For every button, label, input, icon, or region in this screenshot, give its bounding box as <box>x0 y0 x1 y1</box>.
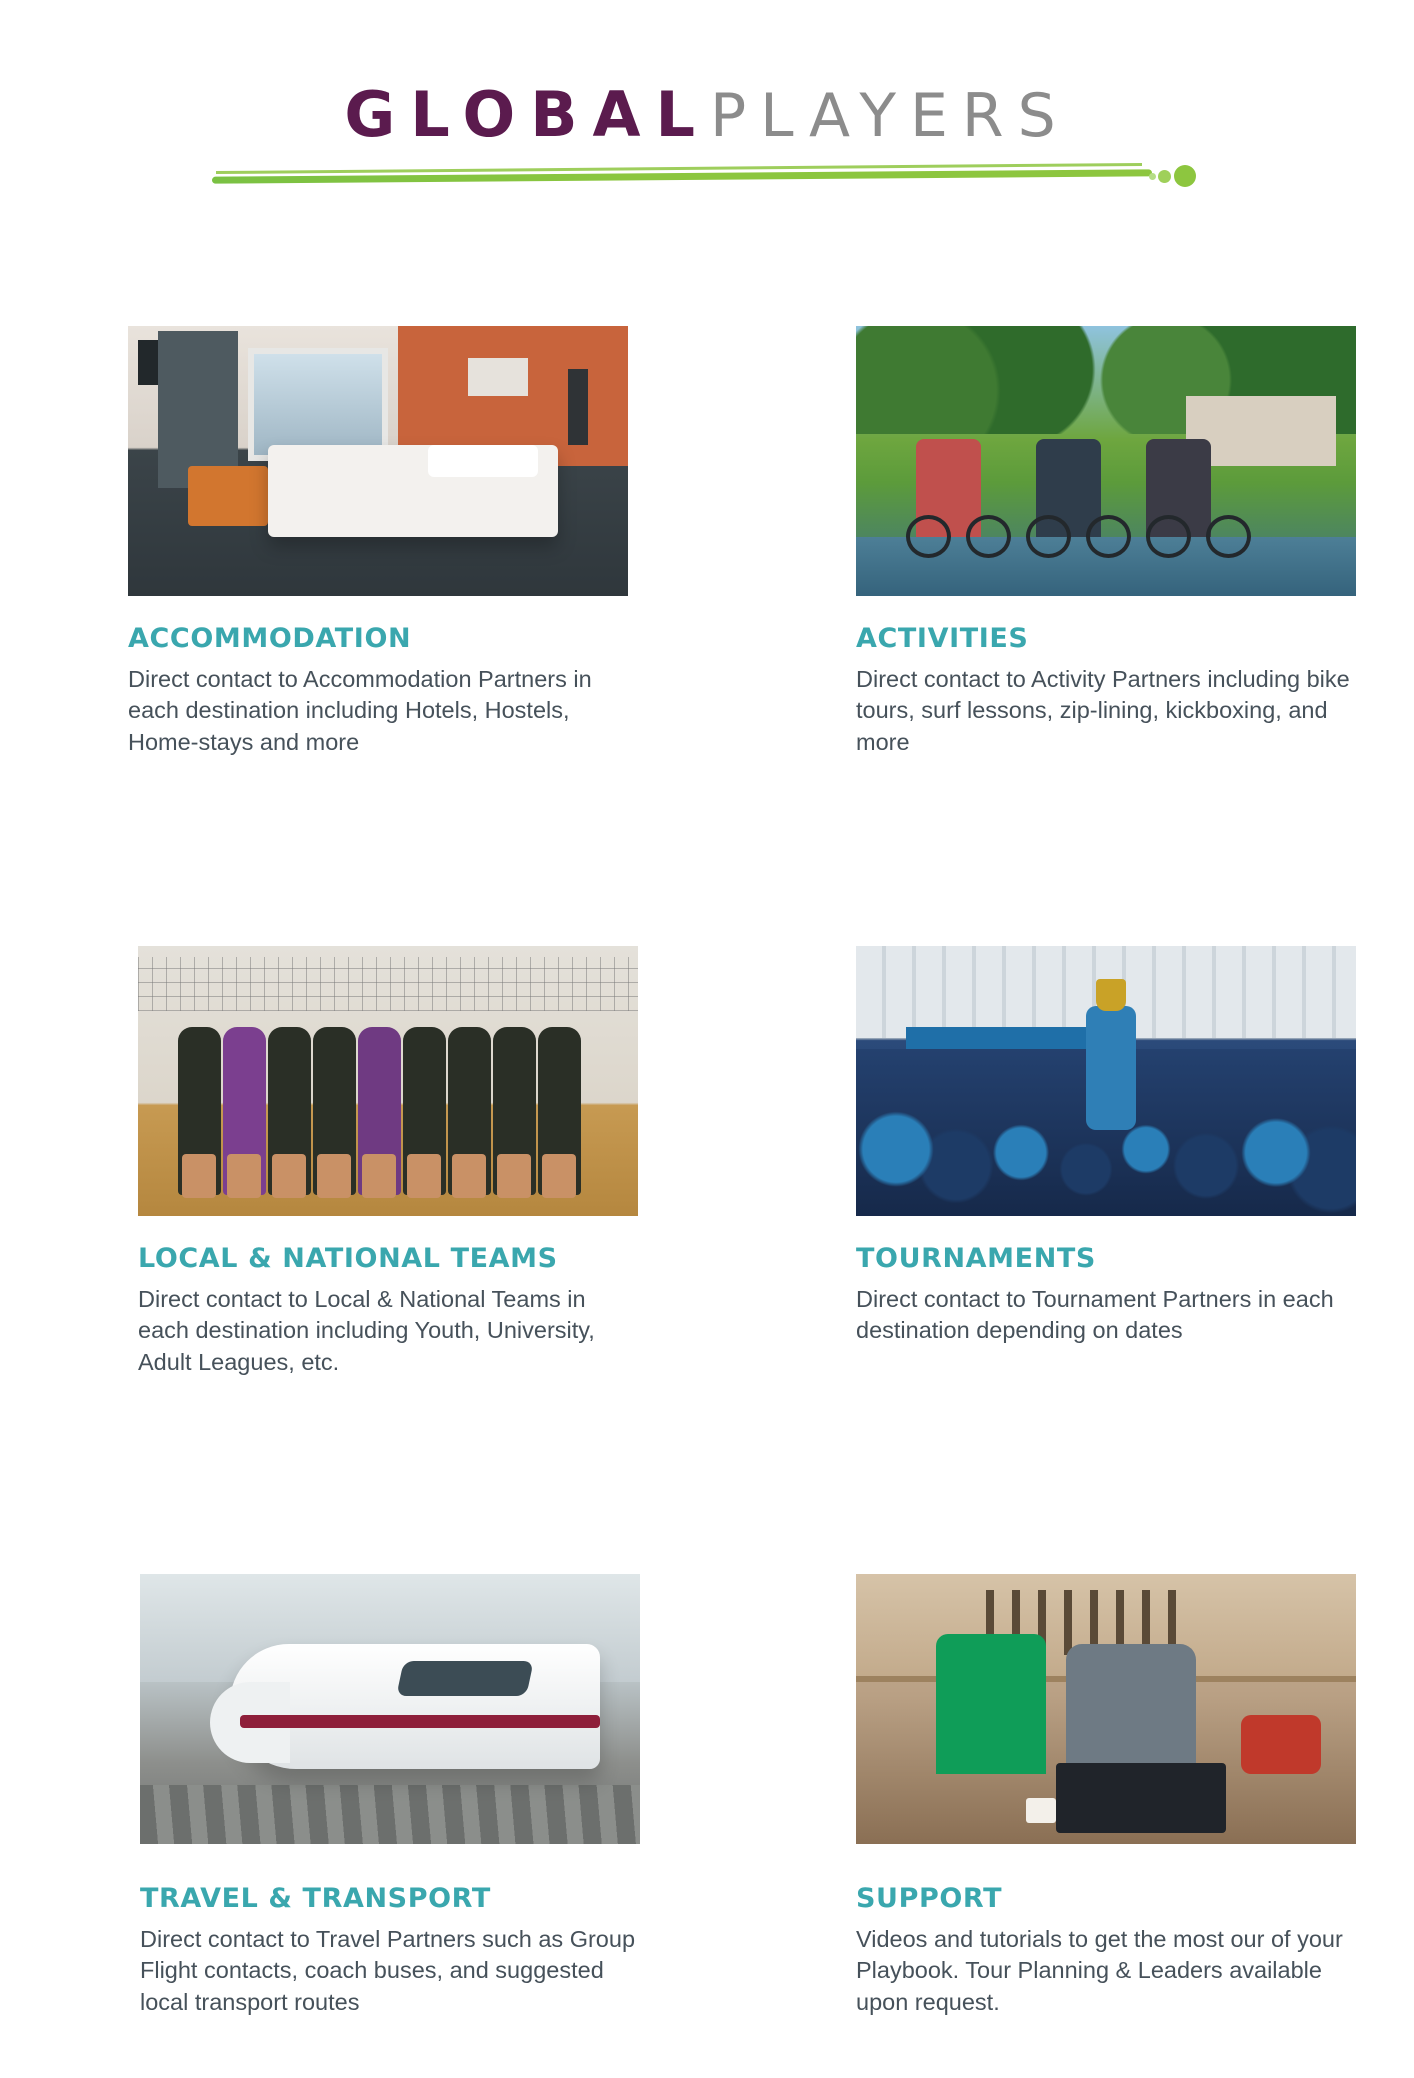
travel-transport-description: Direct contact to Travel Partners such as Group Flight contacts, coach buses, and suggested local transport routes <box>140 1925 636 2015</box>
accommodation-title: ACCOMMODATION <box>128 623 412 654</box>
support-description: Videos and tutorials to get the most our of your Playbook. Tour Planning & Leaders available upon request. <box>856 1925 1343 2015</box>
logo-underline-graphic <box>202 159 1212 193</box>
support-image <box>856 1574 1356 1844</box>
logo-text-global: GLOBAL <box>344 78 710 151</box>
local-national-teams-title: LOCAL & NATIONAL TEAMS <box>138 1243 558 1275</box>
accommodation-description: Direct contact to Accommodation Partners in each destination including Hotels, Hostels, Home-stays and more <box>128 665 592 755</box>
support-title: SUPPORT <box>856 1883 1003 1915</box>
tournaments-description: Direct contact to Tournament Partners in each destination depending on dates <box>856 1285 1334 1344</box>
logo-dot-small <box>1149 173 1156 180</box>
feature-card-travel-transport <box>130 1378 750 2018</box>
tournaments-image <box>856 946 1356 1216</box>
activities-image <box>856 326 1356 596</box>
logo-dot-medium <box>1158 170 1171 183</box>
feature-card-activities <box>750 326 1370 758</box>
logo-dot-large <box>1174 165 1196 187</box>
logo-wordmark <box>202 78 1212 151</box>
tournaments-title: TOURNAMENTS <box>856 1243 1096 1275</box>
logo-text-players: PLAYERS <box>709 81 1070 151</box>
travel-transport-title: TRAVEL & TRANSPORT <box>140 1883 491 1915</box>
feature-card-grid <box>0 326 1414 2018</box>
feature-card-accommodation <box>130 326 750 758</box>
feature-card-local-national-teams <box>130 758 750 1378</box>
feature-card-tournaments <box>750 758 1370 1378</box>
travel-transport-image <box>140 1574 640 1844</box>
accommodation-image <box>128 326 628 596</box>
feature-card-support <box>750 1378 1370 2018</box>
brand-logo <box>202 78 1212 193</box>
activities-title: ACTIVITIES <box>856 623 1029 654</box>
local-national-teams-image <box>138 946 638 1216</box>
local-national-teams-description: Direct contact to Local & National Teams in each destination including Youth, University, Adult Leagues, etc. <box>138 1285 595 1375</box>
activities-description: Direct contact to Activity Partners including bike tours, surf lessons, zip-lining, kickboxing, and more <box>856 665 1350 755</box>
